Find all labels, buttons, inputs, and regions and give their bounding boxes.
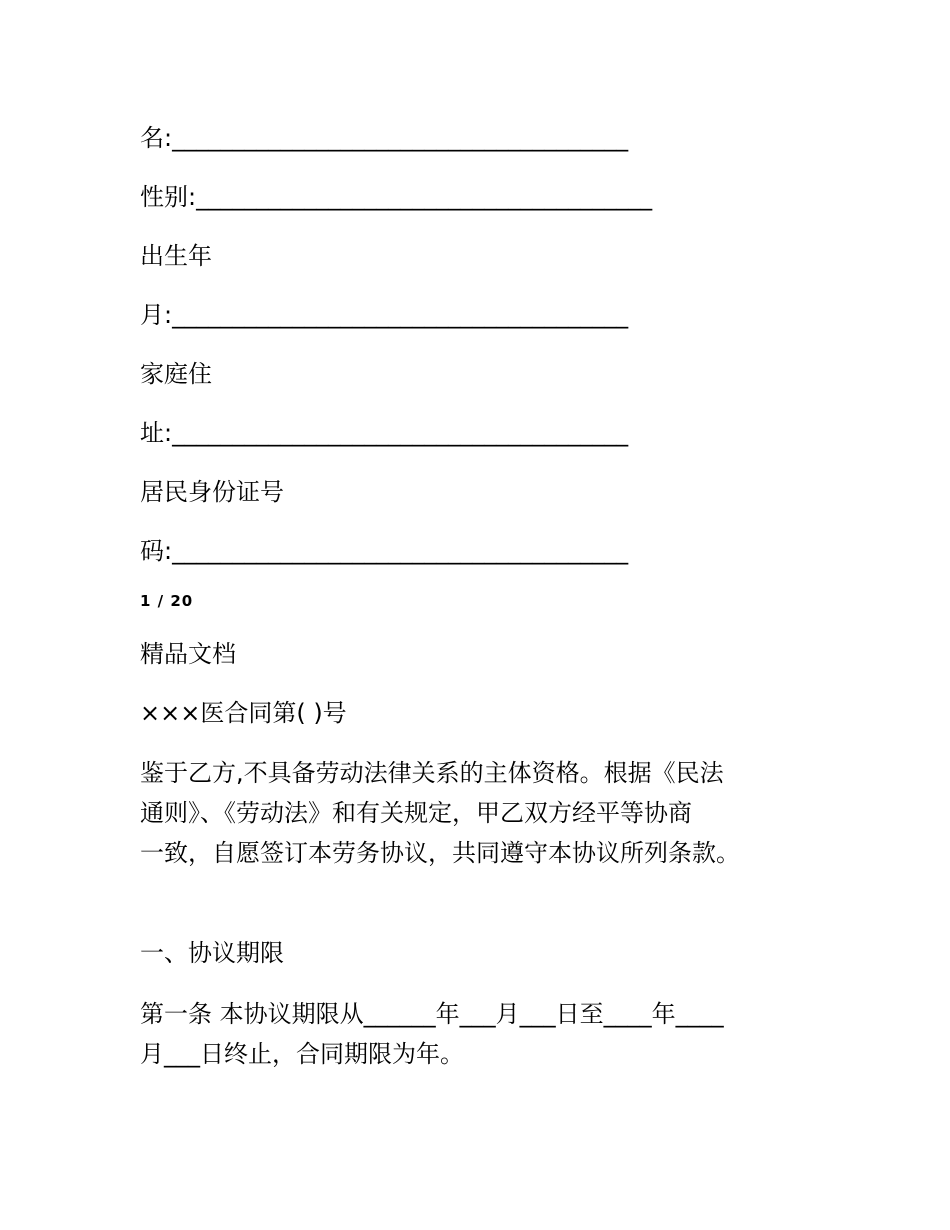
article-1-line-1: 第一条 本协议期限从______年___月___日至____年____ (140, 1000, 724, 1028)
birth-field-line: 月:______________________________________ (140, 301, 629, 329)
name-field-line: 名:______________________________________ (140, 124, 629, 152)
preamble-line-2: 通则》、《劳动法》和有关规定，甲乙双方经平等协商 (140, 799, 692, 827)
watermark-header: 精品文档 (140, 640, 236, 668)
preamble-line-1: 鉴于乙方,不具备劳动法律关系的主体资格。根据《民法 (140, 759, 724, 787)
address-label-line: 家庭住 (140, 360, 212, 388)
article-1-line-2: 月___日终止，合同期限为年。 (140, 1040, 464, 1068)
id-label-line: 居民身份证号 (140, 478, 284, 506)
gender-field-line: 性别:______________________________________ (140, 183, 653, 211)
address-field-line: 址:______________________________________ (140, 419, 629, 447)
birth-label-line: 出生年 (140, 242, 212, 270)
page-number: 1 / 20 (140, 592, 194, 610)
preamble-line-3: 一致，自愿签订本劳务协议，共同遵守本协议所列条款。 (140, 839, 740, 867)
contract-title: ×××医合同第( )号 (140, 699, 347, 727)
id-field-line: 码:______________________________________ (140, 537, 629, 565)
section-1-heading: 一、协议期限 (140, 939, 284, 967)
